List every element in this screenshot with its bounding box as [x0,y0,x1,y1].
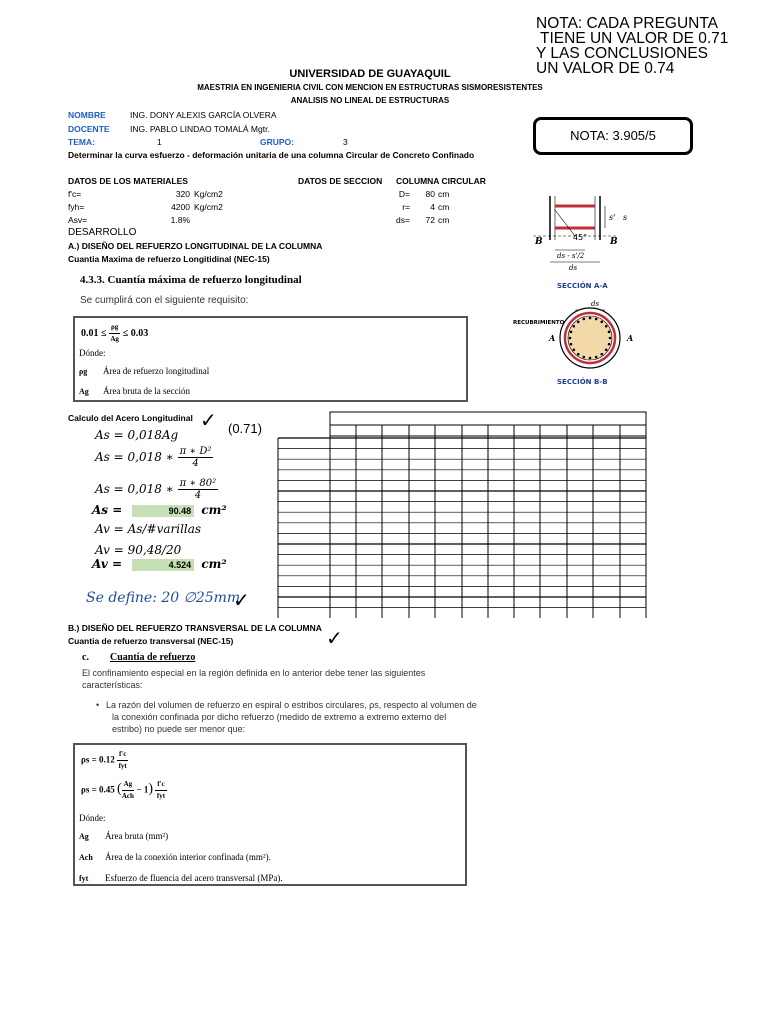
nec-requirement: Se cumplirá con el siguiente requisito: [80,295,249,306]
av-result [92,557,227,571]
section-label: ds= [396,215,410,225]
equation: Av = As/#varillas [95,522,202,536]
section-title: DATOS DE SECCION [298,176,383,186]
confined-core [568,316,612,360]
formula-rho-1 [81,749,128,772]
grid-header-row [330,412,646,425]
def-symbol: Ach [79,853,93,862]
material-value: 320 [175,189,190,199]
section-label: D= [398,189,410,199]
bullet-text: La razón del volumen de refuerzo en espiral o estribos circulares, ρs, respecto al volumen de [106,700,477,710]
equation: Av = 90,48/20 [95,543,182,557]
objective-text: Determinar la curva esfuerzo - deformación unitaria de una columna Circular de Concreto Confinado [68,150,475,160]
ds-top-label: ds [591,300,600,308]
materials-title: DATOS DE LOS MATERIALES [68,176,188,186]
section-aa-label: SECCIÓN A-A [557,282,608,290]
rebar-dot-icon [605,325,608,328]
grading-note [536,16,728,76]
rebar-dot-icon [608,331,611,334]
ds-label: ds [569,264,578,272]
def-text: Esfuerzo de fluencia del acero transversal (MPa). [105,873,283,883]
material-unit: Kg/cm2 [194,202,223,212]
part-b-subtitle: Cuantia de refuerzo transversal (NEC-15) [68,636,234,646]
def-symbol: ρg [79,367,88,376]
checkmark-icon: ✓ [326,626,343,650]
equation-left: As = 0,018 ∗ [95,450,174,464]
bullet-text: estribo) no puede ser menor que: [112,724,246,734]
material-label: Asv= [68,215,88,225]
equation-fraction [178,446,214,469]
rebar-dot-icon [589,317,592,320]
grading-note-line: UN VALOR DE 0.74 [536,60,675,77]
nec-heading: 4.3.3. Cuantía máxima de refuerzo longitudinal [80,274,302,286]
material-unit: Kg/cm2 [194,189,223,199]
equation-left: As = 0,018 ∗ [95,482,174,496]
section-value: 72 [425,215,435,225]
bullet-icon: • [96,700,100,710]
checkmark-icon: ✓ [233,588,250,612]
rebar-dot-icon [600,353,603,356]
as-value-cell: 90.48 [132,505,194,517]
bar-definition: Se define: 20 ∅25mm [86,590,241,606]
s-prime-label: s' [609,213,616,222]
rebar-dot-icon [600,321,603,324]
section-label: r= [402,202,410,212]
grading-note-line: NOTA: CADA PREGUNTA [536,15,719,32]
equation-den: 4 [192,458,199,469]
s-label: s [623,213,628,222]
section-value: 4 [430,202,435,212]
desarrollo-heading: DESARROLLO [68,227,137,238]
column-section-figure [505,188,655,388]
section-subtitle: COLUMNA CIRCULAR [396,176,486,186]
def-symbol: Ag [79,387,89,396]
equation [95,478,218,501]
grupo-value: 3 [343,137,348,147]
part-a-title: A.) DISEÑO DEL REFUERZO LONGITUDINAL DE LA COLUMNA [68,241,323,251]
section-value: 80 [425,189,435,199]
def-symbol: fyt [79,874,89,883]
cut-a-left: A [549,333,556,343]
cuantia-formula [81,322,148,345]
equation-den: 4 [194,490,202,501]
equation-num: π ∗ D² [179,446,212,457]
formula-mid: − 1 [136,784,149,795]
formula-num: f'c [117,749,128,761]
as-result [92,503,227,517]
def-symbol: Ag [79,832,89,841]
rebar-dot-icon [570,343,573,346]
program-title: MAESTRIA EN INGENIERIA CIVIL CON MENCION EN ESTRUCTURAS SISMORESISTENTES [197,83,543,92]
part-b-title: B.) DISEÑO DEL REFUERZO TRANSVERSAL DE LA COLUMNA [68,623,322,633]
paren-close: ) [148,781,153,797]
av-value-cell: 4.524 [132,559,194,571]
rebar-dot-icon [595,318,598,321]
ds-half-label: ds - s'/2 [557,252,585,260]
tema-value: 1 [157,137,162,147]
formula-fraction [109,322,120,345]
formula-den: Ach [121,792,134,800]
rebar-dot-icon [573,348,576,351]
formula-left: 0.01 ≤ [81,327,107,339]
score-label: (0.71) [228,421,262,436]
grupo-label: GRUPO: [260,137,294,147]
formula-rho-2 [81,779,167,802]
formula-fraction [122,779,135,802]
rebar-dot-icon [577,353,580,356]
formula-num: Ag [122,779,135,791]
section-bb-label: SECCIÓN B-B [557,378,608,386]
def-text: Área bruta de la sección [103,386,190,396]
donde-label: Dónde: [79,813,106,823]
rebar-dot-icon [605,348,608,351]
part-a-subtitle: Cuantia Maxima de refuerzo Longitidinal (NEC-15) [68,254,270,264]
material-label: f'c= [68,189,82,199]
def-text: Área de refuerzo longitudinal [103,366,210,376]
empty-grid [276,410,648,620]
material-label: fyh= [68,202,85,212]
formula-fraction [117,749,128,772]
def-text: Área bruta (mm²) [105,831,169,841]
angle-label: 45° [573,233,588,242]
rebar-dot-icon [589,357,592,360]
rebar-dot-icon [569,337,572,340]
grading-note-line: Y LAS CONCLUSIONES [536,45,708,62]
cut-a-right: A [627,333,634,343]
grade-box: NOTA: 3.905/5 [533,117,693,155]
donde-label: Dónde: [79,348,106,358]
formula-left: ρs = 0.45 [81,784,115,795]
formula-right: ≤ 0.03 [122,327,149,339]
cut-b-left: B [535,237,543,247]
material-value: 1.8% [170,215,190,225]
rebar-dot-icon [608,343,611,346]
course-title: ANALISIS NO LINEAL DE ESTRUCTURAS [290,96,450,105]
cut-b-right: B [610,237,618,247]
equation: As = 0,018Ag [95,428,179,442]
confinement-formula-box [73,743,467,886]
as-unit: cm² [201,503,227,517]
formula-num: ρg [109,322,120,334]
nombre-label: NOMBRE [68,110,106,120]
nec-formula-box [73,316,468,402]
av-unit: cm² [201,557,227,571]
as-label: As = [92,503,123,517]
bullet-text: la conexión confinada por dicho refuerzo (medido de extremo a extremo externo del [112,712,447,722]
rebar-dot-icon [583,318,586,321]
c-heading: Cuantía de refuerzo [110,652,196,663]
rebar-dot-icon [573,325,576,328]
section-unit: cm [438,215,450,225]
calc-title: Calculo del Acero Longitudinal [68,413,193,423]
formula-left: ρs = 0.12 [81,754,115,765]
grid-columns [330,425,646,618]
docente-label: DOCENTE [68,124,110,134]
tema-label: TEMA: [68,137,95,147]
paren-open: ( [116,781,122,797]
section-unit: cm [438,202,450,212]
formula-fraction [155,779,166,802]
grading-note-line: TIENE UN VALOR DE 0.71 [536,30,729,47]
rebar-dot-icon [577,321,580,324]
formula-num: f'c [155,779,166,791]
paragraph: características: [82,680,143,690]
rebar-dot-icon [609,337,612,340]
c-label: c. [82,652,89,663]
section-unit: cm [438,189,450,199]
rebar-dot-icon [595,356,598,359]
university-title: UNIVERSIDAD DE GUAYAQUIL [289,68,451,80]
equation-num: π ∗ 80² [179,478,217,489]
material-value: 4200 [171,202,190,212]
checkmark-icon: ✓ [200,408,217,432]
equation-fraction [178,478,218,501]
def-text: Área de la conexión interior confinada (mm²). [105,852,271,862]
av-label: Av = [92,557,123,571]
equation [95,446,213,469]
angle-line [555,210,575,236]
recubrimiento-label: RECUBRIMIENTO [513,320,565,326]
formula-den: fyt [118,762,127,770]
paragraph: El confinamiento especial en la región definida en lo anterior debe tener las siguientes [82,668,426,678]
formula-den: Ag [110,335,119,343]
nombre-value: ING. DONY ALEXIS GARCÍA OLVERA [130,110,277,120]
docente-value: ING. PABLO LINDAO TOMALÁ Mgtr. [130,124,270,134]
rebar-dot-icon [570,331,573,334]
formula-den: fyt [156,792,166,800]
rebar-dot-icon [583,356,586,359]
